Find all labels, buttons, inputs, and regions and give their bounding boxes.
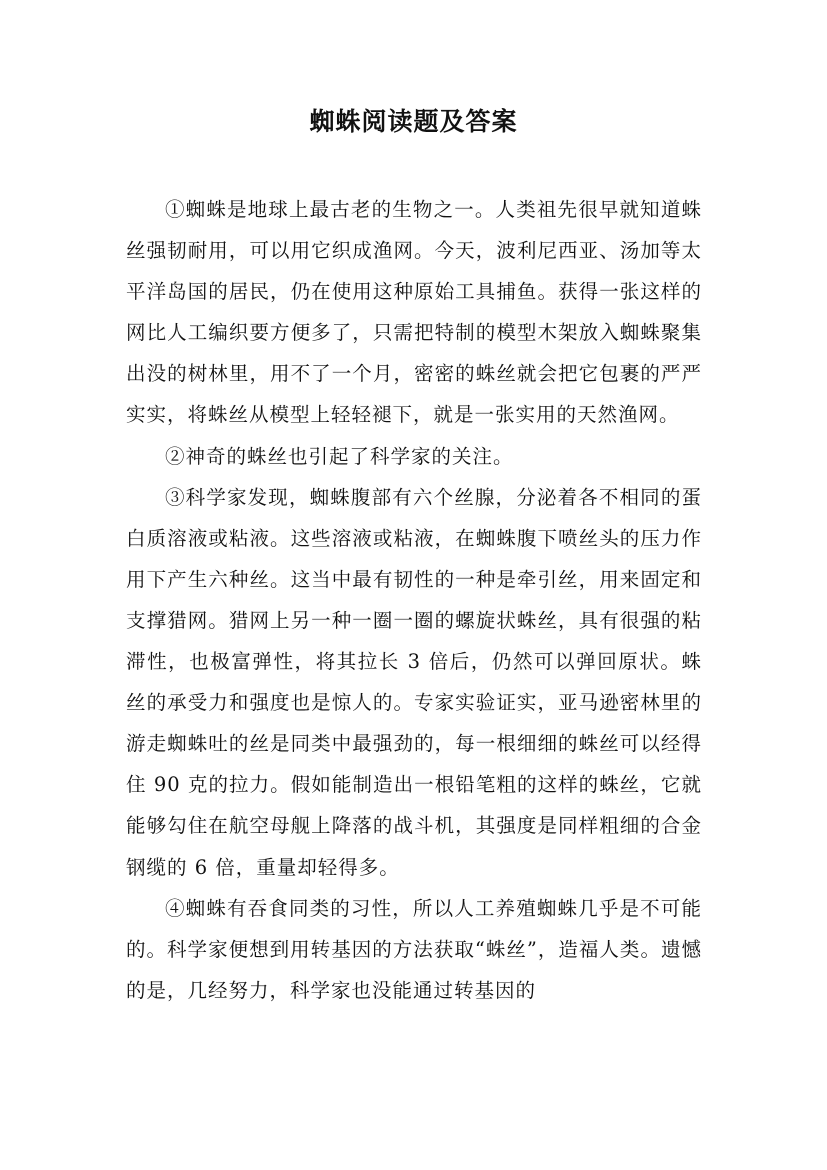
document-title: 蜘蛛阅读题及答案 [309, 107, 518, 136]
paragraph-4: ④蜘蛛有吞食同类的习性，所以人工养殖蜘蛛几乎是不可能的。科学家便想到用转基因的方法获取“蛛丝”，造福人类。遗憾的是，几经努力，科学家也没能通过转基因的 [126, 896, 702, 1002]
paragraph-3: ③科学家发现，蜘蛛腹部有六个丝腺，分泌着各不相同的蛋白质溶液或粘液。这些溶液或粘液，在蜘蛛腹下喷丝头的压力作用下产生六种丝。这当中最有韧性的一种是牵引丝，用来固定和支撑猎网。猎网上另一种一圈一圈的螺旋状蛛丝，具有很强的粘滞性，也极富弹性，将其拉长 3 倍后，仍然可以弹回原状。蛛丝的承受力和强度也是惊人的。专家实验证实，亚马逊密林里的游走蜘蛛吐的丝是同类中最强劲的，每一根细细的蛛丝可以经得住 90 克的拉力。假如能制造出一根铅笔粗的这样的蛛丝，它就能够勾住在航空母舰上降落的战斗机，其强度是同样粗细的合金钢缆的 6 倍，重量却轻得多。 [126, 485, 702, 879]
paragraph-1: ①蜘蛛是地球上最古老的生物之一。人类祖先很早就知道蛛丝强韧耐用，可以用它织成渔网。今天，波利尼西亚、汤加等太平洋岛国的居民，仍在使用这种原始工具捕鱼。获得一张这样的网比人工编织要方便多了，只需把特制的模型木架放入蜘蛛聚集出没的树林里，用不了一个月，密密的蛛丝就会把它包裹的严严实实，将蛛丝从模型上轻轻褪下，就是一张实用的天然渔网。 [126, 198, 702, 427]
paragraph-2: ②神奇的蛛丝也引起了科学家的关注。 [165, 444, 514, 468]
document-body [126, 189, 702, 1011]
